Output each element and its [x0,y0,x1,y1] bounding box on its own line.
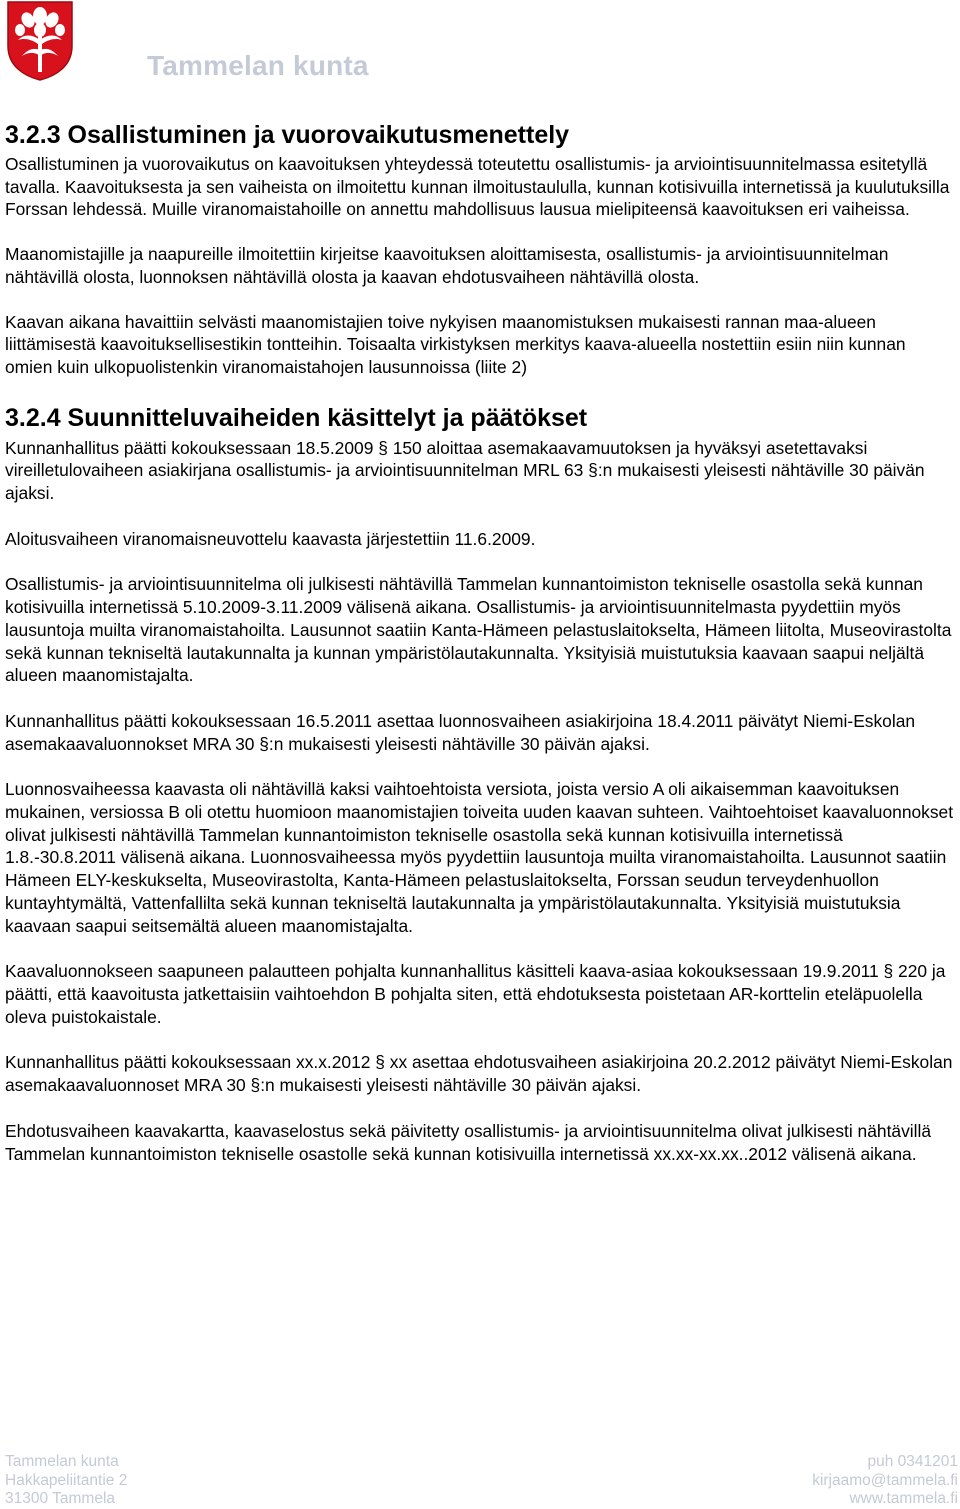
paragraph: Osallistumis- ja arviointisuunnitelma oli julkisesti nähtävillä Tammelan kunnantoimiston tekniselle osastolla sekä kunnan kotisivuilla internetissä 5.10.2009-3.11.2009 välisenä aikana. Osallistumis- ja arviointisuunnitelmasta pyydettiin myös lausuntoja muilta viranomaistahoilta. Lausunnot saatiin Kanta-Hämeen pelastuslaitokselta, Hämeen liitolta, Museovirastolta sekä kunnan tekniseltä lautakunnalta ja kunnan ympäristölautakunnalta. Yksityisiä muistutuksia kaavaan saapui neljältä alueen maanomistajalta. [5,574,952,686]
paragraph: Kunnanhallitus päätti kokouksessaan 18.5.2009 § 150 aloittaa asemakaavamuutoksen ja hyväksyi asetettavaksi vireilletulovaiheen asiakirjana osallistumis- ja arviointisuunnitelman MRL 63 §:n mukaisesti yleisesti nähtäville 30 päivän ajaksi. [5,437,925,504]
paragraph: Ehdotusvaiheen kaavakartta, kaavaselostus sekä päivitetty osallistumis- ja arviointisuunnitelma olivat julkisesti nähtävillä Tammelan kunnantoimiston tekniselle osastolle sekä kunnan kotisivuilla internetissä xx.xx-xx.xx..2012 välisenä aikana. [5,1120,932,1164]
paragraph: Kaavaluonnokseen saapuneen palautteen pohjalta kunnanhallitus käsitteli kaava-asiaa kokouksessaan 19.9.2011 § 220 ja päätti, että kaavoitusta jatkettaisiin vaihtoehdon B pohjalta siten, että ehdotuksesta poistetaan AR-korttelin eteläpuolella oleva puistokaistale. [5,961,946,1027]
footer-phone: puh 0341201 [867,1453,958,1470]
footer-postal: 31300 Tammela [5,1490,116,1507]
footer-web: www.tammela.fi [849,1490,958,1507]
paragraph: Aloitusvaiheen viranomaisneuvottelu kaavasta järjestettiin 11.6.2009. [5,528,536,549]
footer-org-name: Tammelan kunta [5,1453,119,1470]
document-body [5,118,955,1188]
coat-of-arms-logo [6,0,74,82]
paragraph: Kunnanhallitus päätti kokouksessaan 16.5.2011 asettaa luonnosvaiheen asiakirjoina 18.4.2011 päivätyt Niemi-Eskolan asemakaavaluonnokset MRA 30 §:n mukaisesti yleisesti nähtäville 30 päivän ajaksi. [5,710,916,754]
section-heading: 3.2.3 Osallistuminen ja vuorovaikutusmenettely [5,121,570,149]
footer-address [5,1453,127,1509]
paragraph: Osallistuminen ja vuorovaikutus on kaavoituksen yhteydessä toteutettu osallistumis- ja arviointisuunnitelmassa esitetyllä tavalla. Kaavoituksesta ja sen vaiheista on ilmoitettu kunnan ilmoitustaululla, kunnan kotisivuilla internetissä ja kuulutuksilla Forssan lehdessä. Muille viranomaistahoille on annettu mahdollisuus lausua mielipiteensä kaavoituksen eri vaiheissa. [5,154,950,220]
footer-email: kirjaamo@tammela.fi [812,1471,958,1489]
paragraph: Luonnosvaiheessa kaavasta oli nähtävillä kaksi vaihtoehtoista versiota, joista versio A oli aikaisemman kaavoituksen mukainen, versiossa B oli otettu huomioon maanomistajien toiveita uuden kaavan suhteen. Vaihtoehtoiset kaavaluonnokset olivat julkisesti nähtävillä Tammelan kunnantoimiston tekniselle osastolla sekä kunnan kotisivuilla internetissä 1.8.-30.8.2011 välisenä aikana. Luonnosvaiheessa myös pyydettiin lausuntoja muilta viranomaistahoilta. Lausunnot saatiin Hämeen ELY-keskukselta, Museovirastolta, Kanta-Hämeen pelastuslaitokselta, Forssan seudun terveydenhuollon kuntayhtymältä, Vattenfallilta sekä kunnan tekniseltä lautakunnalta ja ympäristölautakunnalta. Yksityisiä muistutuksia kaavaan saapui seitsemältä alueen maanomistajalta. [5,779,954,936]
section-heading: 3.2.4 Suunnitteluvaiheiden käsittelyt ja päätökset [5,403,588,432]
paragraph: Maanomistajille ja naapureille ilmoitettiin kirjeitse kaavoituksen aloittamisesta, osallistumis- ja arviointisuunnitelman nähtävillä olosta, luonnoksen nähtävillä olosta ja kaavan ehdotusvaiheen nähtävillä olosta. [5,244,889,287]
header-org-name: Tammelan kunta [147,50,369,81]
paragraph: Kunnanhallitus päätti kokouksessaan xx.x.2012 § xx asettaa ehdotusvaiheen asiakirjoina 20.2.2012 päivätyt Niemi-Eskolan asemakaavaluonnoset MRA 30 §:n mukaisesti yleisesti nähtäville 30 päivän ajaksi. [5,1052,953,1096]
paragraph: Kaavan aikana havaittiin selvästi maanomistajien toive nykyisen maanomistuksen mukaisesti rannan maa-alueen liittämisestä kaavoituksellisestikin tontteihin. Toisaalta virkistyksen merkitys kaava-alueella nostettiin esiin niin kunnan omien kuin ulkopuolistenkin viranomaistahojen lausunnoissa (liite 2) [5,311,906,377]
footer-contact [812,1453,958,1509]
footer-street: Hakkapeliitantie 2 [5,1471,128,1489]
